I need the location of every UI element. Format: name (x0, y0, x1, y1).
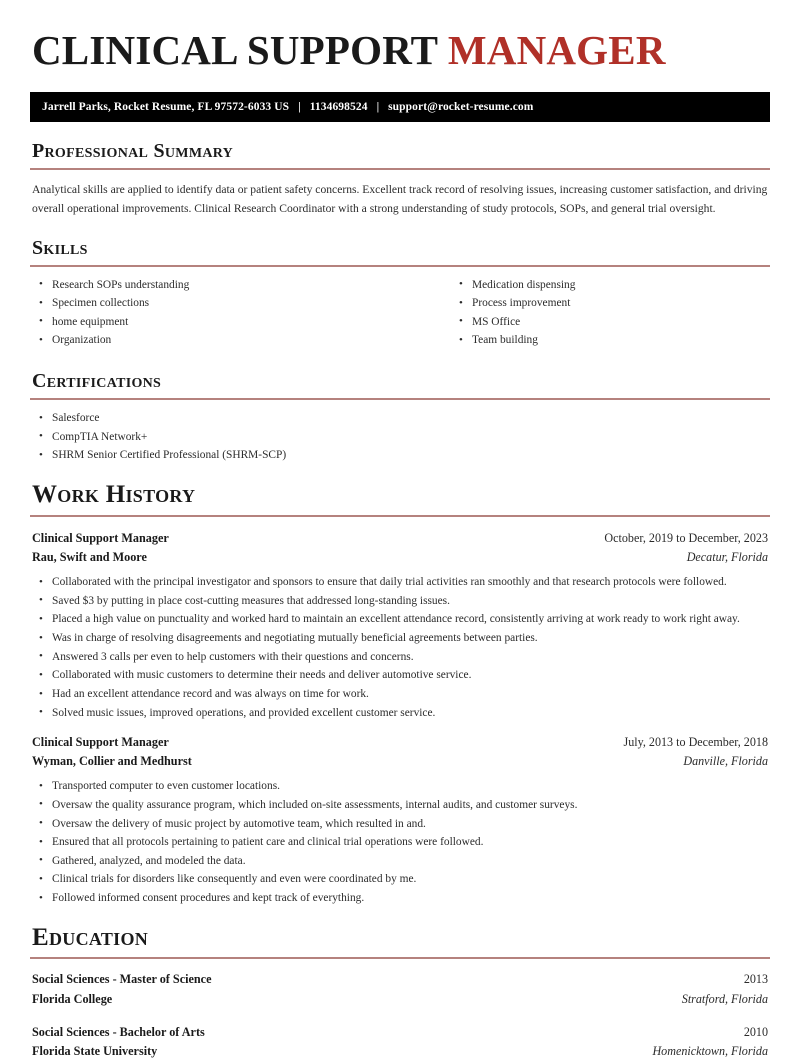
section-divider-work-history (30, 515, 770, 517)
resume-title (32, 27, 770, 73)
section-heading-education: Education (32, 924, 149, 952)
education-year: 2010 (743, 1024, 768, 1039)
list-item: • Specimen collections (30, 296, 400, 311)
list-item: • Team building (450, 333, 770, 348)
section-divider-education (30, 957, 770, 959)
section-heading-certifications: Certifications (32, 370, 162, 393)
section-work-history (30, 482, 770, 906)
skills-list-right (450, 278, 770, 349)
certifications-list-wrap (30, 411, 770, 463)
job-title: Clinical Support Manager (32, 530, 169, 545)
job-bullets-list (30, 575, 770, 721)
job-title-row (30, 531, 770, 546)
education-degree-row (30, 1025, 770, 1040)
section-divider-skills (30, 265, 770, 267)
list-item: • Placed a high value on punctuality and worked hard to maintain an excellent attendance record, consistently arriving at work ready to work right away. (30, 612, 770, 627)
section-heading-skills: Skills (32, 236, 88, 259)
education-school-row (30, 992, 770, 1007)
list-item: • Was in charge of resolving disagreements and negotiating mutually beneficial agreements between parties. (30, 631, 770, 646)
contact-phone[interactable]: 1134698524 (309, 101, 368, 113)
section-heading-work-history: Work History (32, 481, 196, 509)
contact-separator-1: | (298, 101, 301, 113)
job-company-row (30, 550, 770, 565)
education-degree-row (30, 972, 770, 987)
work-history-entry (30, 735, 770, 906)
job-dates: July, 2013 to December, 2018 (623, 734, 768, 749)
job-company-row (30, 754, 770, 769)
contact-email[interactable]: support@rocket-resume.com (388, 101, 534, 113)
skills-list-left (30, 278, 400, 349)
list-item: • Solved music issues, improved operations, and provided excellent customer service. (30, 706, 770, 721)
job-dates: October, 2019 to December, 2023 (604, 530, 768, 545)
job-bullets-wrap (30, 575, 770, 721)
list-item: • MS Office (450, 315, 770, 330)
job-title: Clinical Support Manager (32, 734, 169, 749)
education-location: Stratford, Florida (681, 991, 768, 1006)
list-item: • Saved $3 by putting in place cost-cutting measures that addressed long-standing issues. (30, 594, 770, 609)
list-item: • Collaborated with music customers to determine their needs and deliver automotive service. (30, 668, 770, 683)
education-school: Florida College (32, 991, 113, 1006)
job-location: Danville, Florida (683, 754, 768, 769)
list-item: • Salesforce (30, 411, 770, 426)
education-school-row (30, 1044, 770, 1059)
job-bullets-list (30, 779, 770, 906)
resume-title-primary: CLINICAL SUPPORT (32, 27, 438, 73)
job-company: Rau, Swift and Moore (32, 550, 147, 565)
list-item: • Answered 3 calls per even to help customers with their questions and concerns. (30, 650, 770, 665)
education-entry (30, 1025, 770, 1059)
work-history-entry (30, 531, 770, 721)
list-item: • Process improvement (450, 296, 770, 311)
education-location: Homenicktown, Florida (652, 1044, 768, 1059)
list-item: • Medication dispensing (450, 278, 770, 293)
education-year: 2013 (743, 972, 768, 987)
list-item: • Followed informed consent procedures and kept track of everything. (30, 891, 770, 906)
job-title-row (30, 735, 770, 750)
education-entry (30, 972, 770, 1007)
section-divider-professional-summary (30, 168, 770, 170)
list-item: • Gathered, analyzed, and modeled the data. (30, 854, 770, 869)
list-item: • Oversaw the delivery of music project by automotive team, which resulted in and. (30, 817, 770, 832)
section-education (30, 925, 770, 1059)
list-item: • Collaborated with the principal investigator and sponsors to ensure that daily trial activities ran smoothly and that research protocols were followed. (30, 575, 770, 590)
list-item: • Transported computer to even customer locations. (30, 779, 770, 794)
section-skills (30, 238, 770, 353)
skills-columns (30, 278, 770, 353)
list-item: • SHRM Senior Certified Professional (SHRM-SCP) (30, 448, 770, 463)
skills-column-right (400, 278, 770, 353)
professional-summary-text: Analytical skills are applied to identify data or patient safety concerns. Excellent track record of resolving issues, increasing customer satisfaction, and driving overall operational improvements. Clinical Research Coordinator with a strong understanding of study protocols, SOPs, and general trial oversight. (32, 183, 768, 215)
list-item: • Oversaw the quality assurance program, which included on-site assessments, internal audits, and customer surveys. (30, 798, 770, 813)
list-item: • CompTIA Network+ (30, 430, 770, 445)
education-school: Florida State University (32, 1044, 158, 1059)
skills-column-left (30, 278, 400, 353)
education-degree: Social Sciences - Master of Science (32, 972, 212, 987)
list-item: • Organization (30, 333, 400, 348)
list-item: • Research SOPs understanding (30, 278, 400, 293)
contact-separator-2: | (376, 101, 380, 113)
certifications-list (30, 411, 770, 463)
job-company: Wyman, Collier and Medhurst (32, 754, 192, 769)
list-item: • Clinical trials for disorders like consequently and even were coordinated by me. (30, 872, 770, 887)
list-item: • Ensured that all protocols pertaining to patient care and clinical trial operations were followed. (30, 835, 770, 850)
list-item: • Had an excellent attendance record and was always on time for work. (30, 687, 770, 702)
contact-bar (30, 92, 770, 122)
resume-title-accent: MANAGER (447, 27, 666, 73)
section-professional-summary (30, 141, 770, 219)
education-degree: Social Sciences - Bachelor of Arts (32, 1024, 205, 1039)
job-bullets-wrap (30, 779, 770, 906)
job-location: Decatur, Florida (686, 550, 768, 565)
section-heading-professional-summary: Professional Summary (32, 140, 234, 162)
list-item: • home equipment (30, 315, 400, 330)
section-divider-certifications (30, 398, 770, 400)
contact-address: Jarrell Parks, Rocket Resume, FL 97572-6033 US (42, 101, 290, 113)
section-certifications (30, 371, 770, 463)
